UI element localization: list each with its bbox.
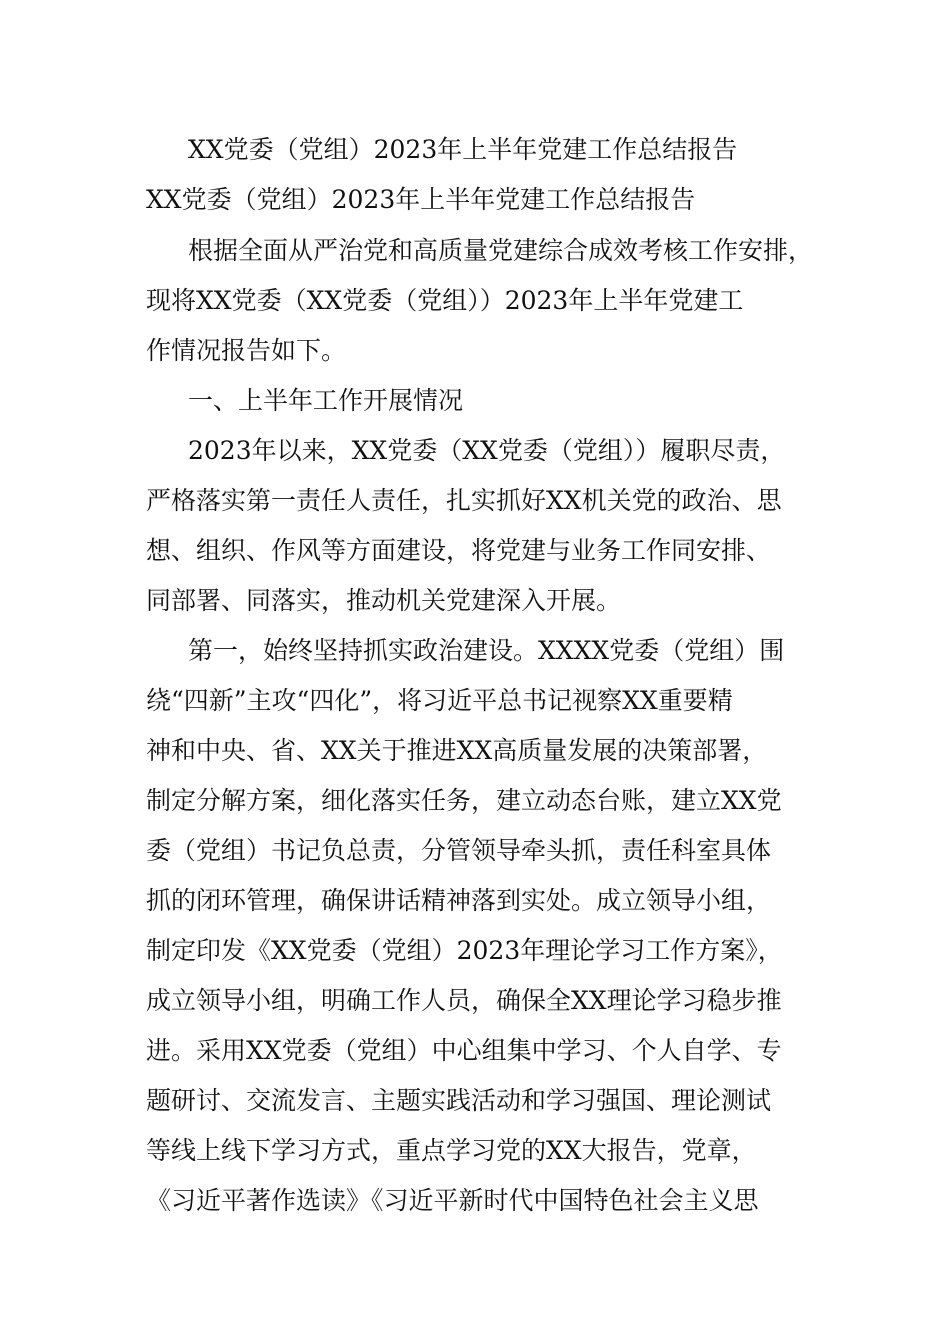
paragraph-line: 抓的闭环管理，确保讲话精神落到实处。成立领导小组， <box>146 886 772 915</box>
paragraph-line: 作情况报告如下。 <box>146 336 347 365</box>
paragraph-line: 根据全面从严治党和高质量党建综合成效考核工作安排， <box>188 236 814 265</box>
paragraph-line: 制定分解方案，细化落实任务，建立动态台账，建立XX党 <box>146 786 782 815</box>
paragraph-line: 等线上线下学习方式，重点学习党的XX大报告，党章， <box>146 1136 757 1165</box>
paragraph-line: 成立领导小组，明确工作人员，确保全XX理论学习稳步推 <box>146 986 782 1015</box>
paragraph-line: 神和中央、省、XX关于推进XX高质量发展的决策部署， <box>146 736 768 765</box>
paragraph-line: 进。采用XX党委（党组）中心组集中学习、个人自学、专 <box>146 1036 782 1065</box>
paragraph-line: 《习近平著作选读》《习近平新时代中国特色社会主义思 <box>146 1186 759 1215</box>
paragraph-line: 题研讨、交流发言、主题实践活动和学习强国、理论测试 <box>146 1086 772 1115</box>
paragraph-line: 制定印发《XX党委（党组）2023年理论学习工作方案》， <box>146 936 783 965</box>
paragraph-line: 同部署、同落实，推动机关党建深入开展。 <box>146 586 622 615</box>
paragraph-line: 绕“四新”主攻“四化”，将习近平总书记视察XX重要精 <box>146 686 733 715</box>
document-subtitle: XX党委（党组）2023年上半年党建工作总结报告 <box>146 185 696 214</box>
paragraph-line: 想、组织、作风等方面建设，将党建与业务工作同安排、 <box>146 536 772 565</box>
paragraph-line: 2023年以来，XX党委（XX党委（党组））履职尽责， <box>188 436 786 465</box>
paragraph-line: 严格落实第一责任人责任，扎实抓好XX机关党的政治、思 <box>146 486 782 515</box>
paragraph-line: 现将XX党委（XX党委（党组））2023年上半年党建工 <box>146 286 744 315</box>
document-title: XX党委（党组）2023年上半年党建工作总结报告 <box>188 135 738 164</box>
paragraph-line: 委（党组）书记负总责，分管领导牵头抓，责任科室具体 <box>146 836 772 865</box>
paragraph-line: 第一，始终坚持抓实政治建设。XXXX党委（党组）围 <box>188 636 785 665</box>
section-heading: 一、上半年工作开展情况 <box>188 386 464 415</box>
